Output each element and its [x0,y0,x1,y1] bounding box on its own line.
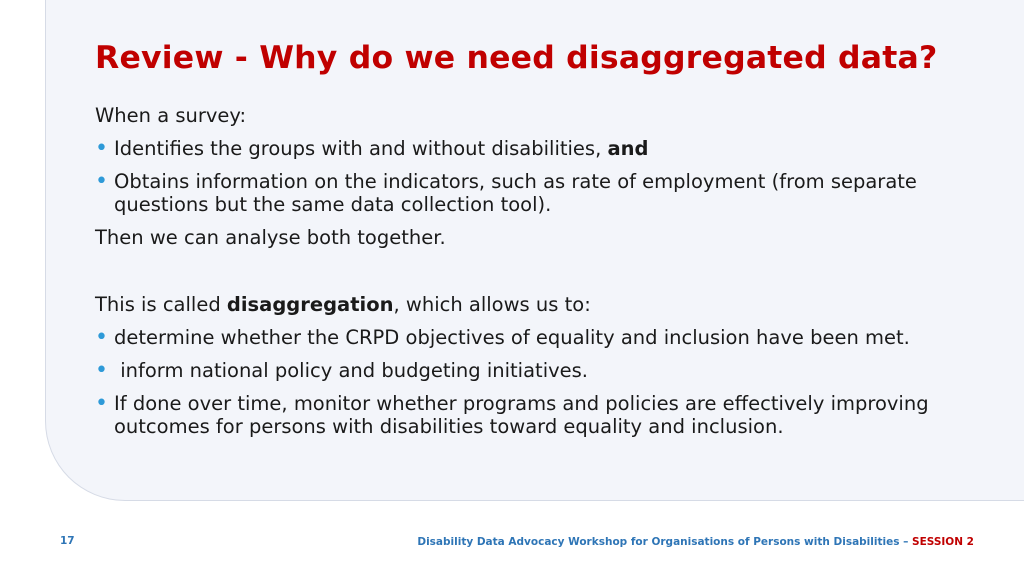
bullet-text: determine whether the CRPD objectives of equality and inclusion have been met. [114,326,910,349]
slide-body [95,104,995,448]
bullet-text: Identifies the groups with and without disabilities, [114,137,608,160]
disagg-bold: disaggregation [226,293,394,316]
bullet-text: If done over time, monitor whether programs and policies are effectively improving outcomes for persons with disabilities toward equality and inclusion. [114,392,929,438]
bullet-item [95,137,995,160]
slide-title: Review - Why do we need disaggregated data? [95,40,938,76]
bullet-icon: • [95,325,108,350]
disagg-suffix: , which allows us to: [393,293,591,316]
bullet-text: inform national policy and budgeting initiatives. [114,359,589,382]
bullet-icon: • [95,136,108,161]
bullet-item [95,170,995,216]
bullet-item [95,359,995,382]
bullet-item [95,392,995,438]
then-text: Then we can analyse both together. [95,226,446,249]
bullet-icon: • [95,169,108,194]
page-number: 17 [60,535,75,547]
bullet-item [95,326,995,349]
disagg-prefix: This is called [95,293,227,316]
footer-session: SESSION 2 [912,536,974,548]
footer-caption [417,536,974,548]
intro-text: When a survey: [95,104,247,127]
disaggregation-text [95,293,995,316]
bullet-icon: • [95,358,108,383]
bullet-bold-text: and [607,137,649,160]
bullet-text: Obtains information on the indicators, such as rate of employment (from separate questions but the same data collection tool). [114,170,917,216]
footer-workshop: Disability Data Advocacy Workshop for Organisations of Persons with Disabilities – [417,536,913,548]
bullet-icon: • [95,391,108,416]
